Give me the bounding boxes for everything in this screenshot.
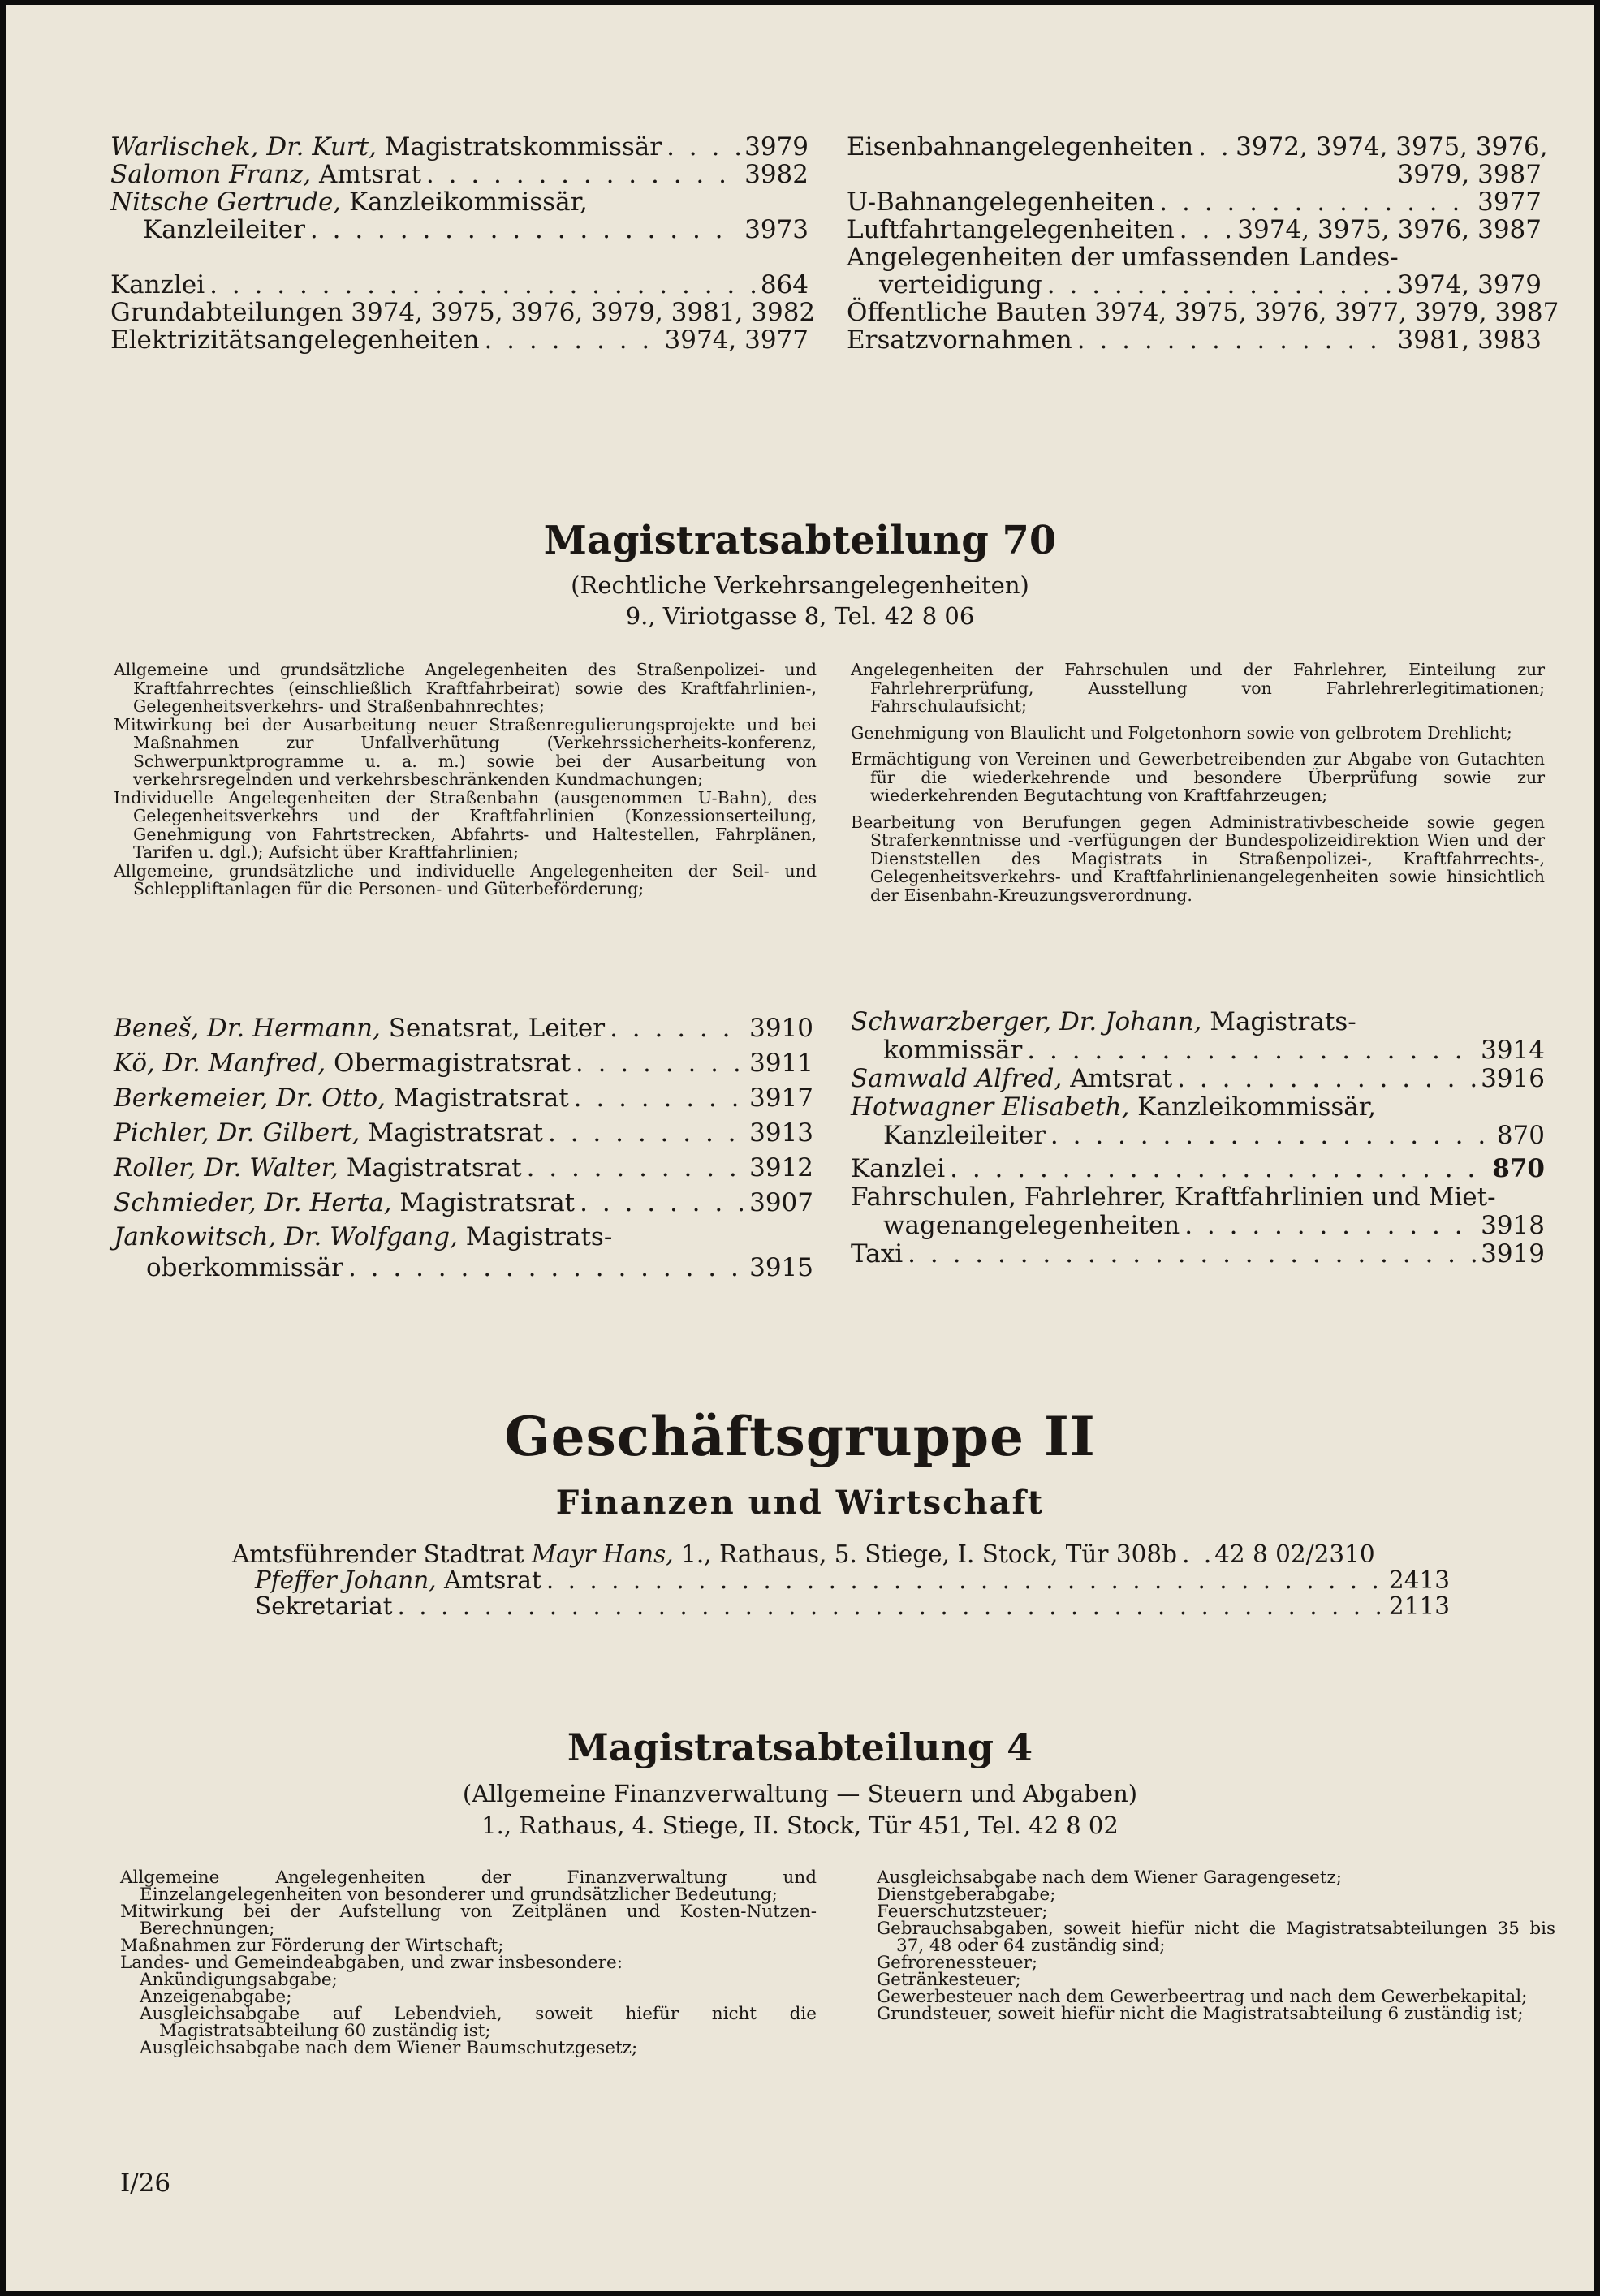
staff-title: Amtsrat xyxy=(1062,1064,1173,1093)
entry-number: 3979, 3987 xyxy=(1397,160,1542,189)
staff-number: 3907 xyxy=(749,1188,813,1217)
entry-line xyxy=(847,271,1542,299)
entry-number: 3981, 3983 xyxy=(1397,325,1542,355)
entry-number: 3979 xyxy=(744,132,809,162)
ma70-duties-left xyxy=(114,661,817,898)
entry-line xyxy=(110,133,809,161)
entry-text: Kanzleikommissär, xyxy=(341,187,588,217)
staff-name: Jankowitsch, Dr. Wolfgang, xyxy=(114,1222,458,1251)
page-number: I/26 xyxy=(120,2169,171,2198)
staff-title: Magistrats- xyxy=(457,1222,613,1251)
staff-name: Schwarzberger, Dr. Johann, xyxy=(851,1007,1202,1036)
staff-line xyxy=(851,1155,1545,1183)
staff-line xyxy=(114,1186,813,1221)
duty-item: Getränkesteuer; xyxy=(877,1970,1021,1990)
top-left-column xyxy=(110,132,816,355)
group-subtitle: Finanzen und Wirtschaft xyxy=(555,1484,1045,1522)
ma70-subtitle: (Rechtliche Verkehrsangelegenheiten) xyxy=(571,571,1029,599)
staff-line xyxy=(114,1221,813,1253)
duty-item: Maßnahmen zur Förderung der Wirtschaft; xyxy=(120,1936,504,1956)
contact-number: 42 8 02/2310 xyxy=(1214,1540,1375,1568)
staff-line xyxy=(114,1081,813,1116)
contact-name: Mayr Hans, xyxy=(531,1540,674,1568)
entry-number: 864 xyxy=(760,270,809,299)
entry-text: Grundabteilungen 3974, 3975, 3976, 3979, 3981, 3982 xyxy=(110,298,816,327)
entry-name: Warlischek, Dr. Kurt, xyxy=(110,132,377,162)
duty-item: Allgemeine Angelegenheiten der Finanzverwaltung und Einzelangelegenheiten von besonderer und grundsätzlicher Bedeutung; xyxy=(120,1867,817,1905)
duty-item: Individuelle Angelegenheiten der Straßenbahn (ausgenommen U-Bahn), des Gelegenheitsverkehrs und der Kraftfahrlinien (Konzessionserteilung, Genehmigung von Fahrtstrecken, Abfahrts- und Haltestellen, Fahrplänen, Tarifen u. dgl.); Aufsicht über Kraftfahrlinien; xyxy=(114,787,817,862)
staff-number: 3916 xyxy=(1481,1064,1545,1093)
staff-title: Kanzlei xyxy=(851,1154,946,1183)
duty-item: Genehmigung von Blaulicht und Folgetonhorn sowie von gelbrotem Drehlicht; xyxy=(851,722,1512,743)
duty-item: Mitwirkung bei der Aufstellung von Zeitplänen und Kosten-Nutzen-Berechnungen; xyxy=(120,1902,817,1939)
duty-subitem: Ankündigungsabgabe; xyxy=(140,1970,338,1990)
entry-line xyxy=(110,271,809,299)
contact-address: 1., Rathaus, 5. Stiege, I. Stock, Tür 308b xyxy=(673,1540,1178,1568)
staff-line xyxy=(114,1116,813,1151)
staff-line xyxy=(851,1183,1545,1212)
entry-text: verteidigung xyxy=(879,270,1042,299)
entry-text: Ersatzvornahmen xyxy=(847,325,1072,355)
staff-number: 3915 xyxy=(749,1253,813,1282)
contact-label: Amtsführender Stadtrat xyxy=(232,1540,532,1568)
staff-title: Kanzleikommissär, xyxy=(1129,1092,1377,1122)
duty-item: Ausgleichsabgabe nach dem Wiener Garagengesetz; xyxy=(877,1867,1343,1888)
staff-line xyxy=(114,1011,813,1046)
staff-line xyxy=(851,1240,1545,1269)
contact-label: Sekretariat xyxy=(255,1592,393,1620)
entry-text: Kanzleileiter xyxy=(143,215,305,244)
staff-number: 3919 xyxy=(1481,1239,1545,1269)
ma4-title: Magistratsabteilung 4 xyxy=(567,1725,1033,1769)
staff-line xyxy=(114,1151,813,1186)
duty-subitem: Ausgleichsabgabe nach dem Wiener Baumschutzgesetz; xyxy=(140,2038,638,2058)
staff-name: Pichler, Dr. Gilbert, xyxy=(114,1118,360,1148)
staff-line xyxy=(851,1008,1545,1036)
entry-text: Eisenbahnangelegenheiten xyxy=(847,132,1194,162)
entry-text: Elektrizitätsangelegenheiten xyxy=(110,325,480,355)
entry-line xyxy=(847,132,1548,162)
entry-text: Kanzlei xyxy=(110,270,205,299)
entry-line xyxy=(847,298,1559,327)
entry-text: Luftfahrtangelegenheiten xyxy=(847,215,1175,244)
ma70-staff-right xyxy=(851,1008,1545,1269)
duty-item: Gefrorenessteuer; xyxy=(877,1953,1038,1973)
entry-text: Angelegenheiten der umfassenden Landes- xyxy=(847,243,1399,272)
ma4-duties-right xyxy=(877,1869,1555,2022)
entry-line xyxy=(847,216,1542,243)
entry-line xyxy=(847,243,1542,271)
staff-line xyxy=(851,1093,1545,1122)
staff-title: oberkommissär xyxy=(146,1253,343,1282)
staff-title: Senatsrat, Leiter xyxy=(380,1014,606,1043)
duty-item: Feuerschutzsteuer; xyxy=(877,1902,1048,1922)
staff-title: Obermagistratsrat xyxy=(326,1049,571,1078)
entry-number: 3977 xyxy=(1477,187,1542,217)
staff-name: Kö, Dr. Manfred, xyxy=(114,1049,326,1078)
contact-line xyxy=(232,1541,1450,1567)
duty-item: Allgemeine, grundsätzliche und individuelle Angelegenheiten der Seil- und Schleppliftanlagen für die Personen- und Güterbeförderung; xyxy=(114,860,817,898)
staff-title: wagenangelegenheiten xyxy=(883,1211,1180,1240)
staff-line xyxy=(114,1046,813,1081)
staff-title: Kanzleileiter xyxy=(883,1121,1046,1150)
entry-number: 3974, 3975, 3976, 3987 xyxy=(1237,215,1542,244)
staff-name: Samwald Alfred, xyxy=(851,1064,1063,1093)
staff-title: Magistratsrat xyxy=(391,1188,576,1217)
staff-name: Berkemeier, Dr. Otto, xyxy=(114,1083,386,1113)
staff-title: Magistratsrat xyxy=(338,1153,522,1182)
staff-number: 3917 xyxy=(749,1083,813,1113)
entry-line xyxy=(847,188,1542,216)
group-title: Geschäftsgruppe II xyxy=(504,1405,1096,1468)
entry-name: Nitsche Gertrude, xyxy=(110,187,342,217)
staff-number: 3914 xyxy=(1481,1036,1545,1065)
staff-title: Magistratsrat xyxy=(386,1083,569,1113)
entry-number: 3982 xyxy=(744,160,809,189)
contact-name: Pfeffer Johann, xyxy=(255,1566,437,1594)
entry-text: Amtsrat xyxy=(311,160,421,189)
duty-item: Gebrauchsabgaben, soweit hiefür nicht die Magistratsabteilungen 35 bis 37, 48 oder 64 zuständig sind; xyxy=(877,1919,1555,1956)
entry-line xyxy=(110,161,809,188)
ma70-title: Magistratsabteilung 70 xyxy=(543,518,1057,563)
entry-line xyxy=(110,188,809,216)
staff-number: 3910 xyxy=(749,1014,813,1043)
ma70-staff-left xyxy=(114,1011,813,1282)
entry-line xyxy=(110,216,809,243)
top-right-column xyxy=(847,132,1559,355)
ma4-duties-left xyxy=(120,1869,817,2057)
entry-line xyxy=(847,326,1542,354)
entry-number: 3974, 3979 xyxy=(1397,270,1542,299)
duty-item: Allgemeine und grundsätzliche Angelegenheiten des Straßenpolizei- und Kraftfahrrechtes (einschließlich Kraftfahrbeirat) sowie des Kraftfahrlinien-, Gelegenheitsverkehrs- und Straßenbahnrechtes; xyxy=(114,660,817,716)
staff-title: Taxi xyxy=(851,1239,904,1269)
staff-title: Fahrschulen, Fahrlehrer, Kraftfahrlinien und Miet- xyxy=(851,1182,1496,1212)
duty-subitem: Anzeigenabgabe; xyxy=(140,1987,292,2007)
staff-line xyxy=(851,1122,1545,1150)
staff-number: 870 xyxy=(1496,1121,1545,1150)
staff-name: Hotwagner Elisabeth, xyxy=(851,1092,1130,1122)
staff-number: 3918 xyxy=(1481,1211,1545,1240)
entry-number: 3972, 3974, 3975, 3976, xyxy=(1236,132,1548,162)
staff-name: Schmieder, Dr. Herta, xyxy=(114,1188,392,1217)
staff-line xyxy=(851,1212,1545,1240)
ma70-duties-right xyxy=(851,661,1545,904)
entry-number: 3974, 3977 xyxy=(664,325,809,355)
duty-item: Landes- und Gemeindeabgaben, und zwar insbesondere: xyxy=(120,1953,623,1973)
document-page xyxy=(6,5,1594,2291)
entry-text: Magistratskommissär xyxy=(376,132,662,162)
duty-item: Bearbeitung von Berufungen gegen Administrativbescheide sowie gegen Straferkenntnisse und -verfügungen der Bundespolizeidirektion Wien und der Dienststellen des Magistrats in Straßenpolizei-, Kraftfahrrechts-, Gelegenheitsverkehrs- und Kraftfahrlinienangelegenheiten sowie hinsichtlich der Eisenbahn-Kreuzungsverordnung. xyxy=(851,812,1545,905)
entry-line xyxy=(110,298,816,327)
staff-line xyxy=(851,1065,1545,1093)
duty-item: Grundsteuer, soweit hiefür nicht die Magistratsabteilung 6 zuständig ist; xyxy=(877,2004,1524,2024)
staff-line xyxy=(851,1036,1545,1065)
duty-item: Mitwirkung bei der Ausarbeitung neuer Straßenregulierungsprojekte und bei Maßnahmen zur Unfallverhütung (Verkehrssicherheits-konferenz, Schwerpunktprogramme u. a. m.) sowie bei der Ausarbeitung von verkehrsregelnden und verkehrsbeschränkenden Kundmachungen; xyxy=(114,714,817,789)
duty-item: Dienstgeberabgabe; xyxy=(877,1885,1056,1905)
entry-text: Öffentliche Bauten 3974, 3975, 3976, 3977, 3979, 3987 xyxy=(847,298,1559,327)
staff-line xyxy=(114,1253,813,1282)
staff-number: 3912 xyxy=(749,1153,813,1182)
duty-subitem: Ausgleichsabgabe auf Lebendvieh, soweit hiefür nicht die Magistratsabteilung 60 zuständig ist; xyxy=(140,2004,817,2041)
staff-number: 3913 xyxy=(749,1118,813,1148)
entry-number: 3973 xyxy=(744,215,809,244)
staff-name: Beneš, Dr. Hermann, xyxy=(114,1014,381,1043)
duty-item: Angelegenheiten der Fahrschulen und der Fahrlehrer, Einteilung zur Fahrlehrerprüfung, Ausstellung von Fahrlehrerlegitimationen; Fahrschulaufsicht; xyxy=(851,660,1545,716)
ma4-address: 1., Rathaus, 4. Stiege, II. Stock, Tür 451, Tel. 42 8 02 xyxy=(481,1811,1119,1839)
entry-line xyxy=(847,161,1542,188)
staff-title: Magistrats- xyxy=(1201,1007,1356,1036)
staff-number: 3911 xyxy=(749,1049,813,1078)
duty-item: Gewerbesteuer nach dem Gewerbeertrag und nach dem Gewerbekapital; xyxy=(877,1987,1528,2007)
contact-number: 2413 xyxy=(1388,1566,1450,1594)
ma70-address: 9., Viriotgasse 8, Tel. 42 8 06 xyxy=(625,602,975,630)
contact-line xyxy=(232,1567,1450,1593)
staff-title: kommissär xyxy=(883,1036,1023,1065)
contact-number: 2113 xyxy=(1388,1592,1450,1620)
staff-title: Magistratsrat xyxy=(360,1118,544,1148)
ma4-subtitle: (Allgemeine Finanzverwaltung — Steuern und Abgaben) xyxy=(462,1780,1138,1807)
contact-line xyxy=(232,1593,1450,1619)
entry-text: U-Bahnangelegenheiten xyxy=(847,187,1155,217)
staff-name: Roller, Dr. Walter, xyxy=(114,1153,339,1182)
contact-title: Amtsrat xyxy=(436,1566,541,1594)
entry-line xyxy=(110,326,809,354)
group-contacts xyxy=(232,1541,1450,1619)
staff-number: 870 xyxy=(1492,1154,1545,1183)
entry-name: Salomon Franz, xyxy=(110,160,312,189)
duty-item: Ermächtigung von Vereinen und Gewerbetreibenden zur Abgabe von Gutachten für die wiederkehrende und besondere Überprüfung sowie zur wiederkehrenden Begutachtung von Kraftfahrzeugen; xyxy=(851,749,1545,805)
